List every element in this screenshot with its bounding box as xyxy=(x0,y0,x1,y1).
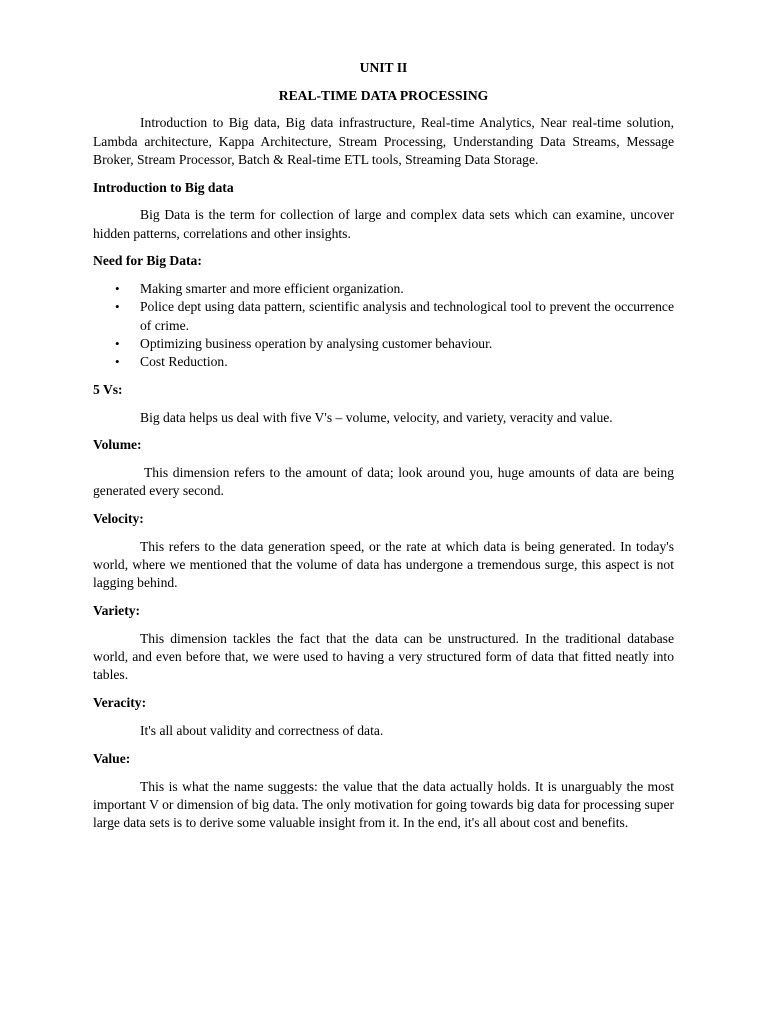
intro-paragraph: Introduction to Big data, Big data infrastructure, Real-time Analytics, Near real-time solution, Lambda architecture, Kappa Architecture, Stream Processing, Understanding Data Streams, Message Broker, Stream Processor, Batch & Real-time ETL tools, Streaming Data Storage. xyxy=(93,115,674,167)
list-item xyxy=(93,353,674,371)
section-heading-value: Value: xyxy=(93,750,131,766)
variety-paragraph: This dimension tackles the fact that the data can be unstructured. In the traditional database world, and even before that, we were used to having a very structured form of data that fitted neatly into tables. xyxy=(93,631,674,683)
five-vs-paragraph: Big data helps us deal with five V's – volume, velocity, and variety, veracity and value. xyxy=(140,409,613,425)
bullet-icon: • xyxy=(115,354,120,370)
section-heading-variety: Variety: xyxy=(93,603,141,619)
section-heading-need: Need for Big Data: xyxy=(93,253,202,269)
velocity-paragraph: This refers to the data generation speed, or the rate at which data is being generated. In today's world, where we mentioned that the volume of data has undergone a tremendous surge, this aspect is not lagging behind. xyxy=(93,539,674,591)
section-heading-veracity: Veracity: xyxy=(93,695,147,711)
document-page xyxy=(93,59,674,842)
list-item-text: Cost Reduction. xyxy=(140,354,228,370)
bullet-icon: • xyxy=(115,281,120,297)
value-paragraph: This is what the name suggests: the value that the data actually holds. It is unarguably the most important V or dimension of big data. The only motivation for going towards big data for processing super large data sets is to derive some valuable insight from it. In the end, it's all about cost and benefits. xyxy=(93,778,674,830)
need-bullet-list xyxy=(93,280,674,371)
volume-paragraph: This dimension refers to the amount of data; look around you, huge amounts of data are being generated every second. xyxy=(93,465,674,499)
section-heading-volume: Volume: xyxy=(93,437,142,453)
section-heading-velocity: Velocity: xyxy=(93,511,144,527)
veracity-paragraph: It's all about validity and correctness of data. xyxy=(140,723,384,738)
list-item-text: Optimizing business operation by analysing customer behaviour. xyxy=(140,335,493,351)
list-item-text: Making smarter and more efficient organization. xyxy=(140,281,404,297)
bullet-icon: • xyxy=(115,299,120,315)
section-heading-five-vs: 5 Vs: xyxy=(93,381,123,397)
list-item-text: Police dept using data pattern, scientific analysis and technological tool to prevent the occurrence of crime. xyxy=(140,299,674,333)
unit-subtitle: REAL-TIME DATA PROCESSING xyxy=(278,88,489,104)
section-heading-intro-big-data: Introduction to Big data xyxy=(93,179,234,195)
unit-title: UNIT II xyxy=(359,60,408,75)
intro-big-data-paragraph: Big Data is the term for collection of large and complex data sets which can examine, uncover hidden patterns, correlations and other insights. xyxy=(93,207,674,241)
list-item xyxy=(93,335,674,353)
list-item xyxy=(93,298,674,334)
list-item xyxy=(93,280,674,298)
bullet-icon: • xyxy=(115,335,120,351)
